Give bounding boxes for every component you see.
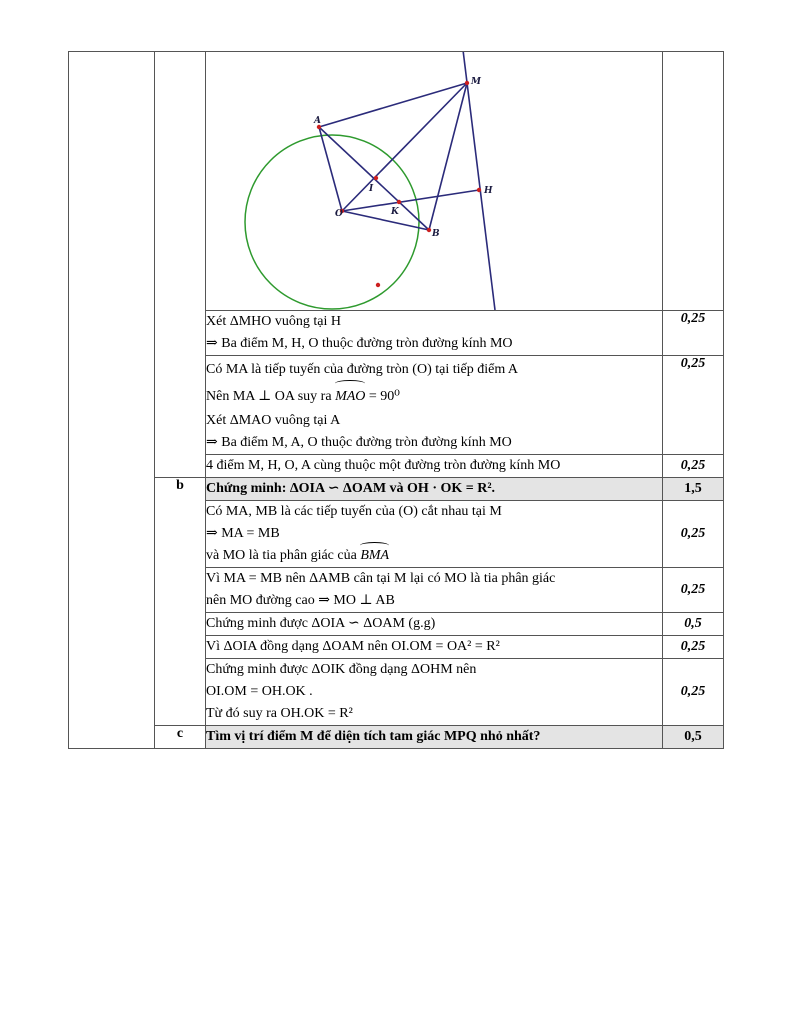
part-a-block-1	[206, 311, 663, 356]
part-a-b2-line-3: Xét ΔMAO vuông tại A	[206, 413, 341, 428]
segment-oa	[319, 127, 342, 211]
part-b-header-row	[69, 478, 724, 501]
part-b-b2-line-2: nên MO đường cao ⇒ MO ⊥ AB	[206, 593, 395, 608]
part-c-label: c	[155, 726, 206, 749]
solution-table	[68, 51, 724, 749]
point-m	[465, 81, 469, 85]
part-b-b1-line-2: ⇒ MA = MB	[206, 526, 280, 541]
label-b: B	[432, 229, 440, 239]
geometry-figure	[206, 52, 663, 310]
label-h: H	[484, 186, 493, 196]
part-a-b1-line-2: ⇒ Ba điểm M, H, O thuộc đường tròn đường kính MO	[206, 336, 513, 351]
part-a-block-3	[206, 455, 663, 478]
part-b-label: b	[155, 478, 206, 726]
part-b-b1-line-3-pre: và MO là tia phân giác của	[206, 548, 361, 563]
point-h	[477, 188, 481, 192]
part-b-block-1	[206, 501, 663, 568]
part-b-b4-points: 0,25	[663, 636, 724, 659]
part-c-points: 0,5	[663, 726, 724, 749]
figure-row	[69, 52, 724, 311]
part-a-b2-points: 0,25	[663, 356, 724, 455]
part-a-b3-points: 0,25	[663, 455, 724, 478]
part-b-b1-line-3	[206, 545, 662, 567]
tangent-line-mh	[463, 52, 495, 310]
part-b-b5-line-1: Chứng minh được ΔOIK đồng dạng ΔOHM nên	[206, 662, 477, 677]
label-o: O	[335, 209, 343, 219]
part-b-heading: Chứng minh: ΔOIA ∽ ΔOAM và OH · OK = R².	[206, 478, 663, 501]
segment-ob	[342, 211, 429, 230]
part-b-b2-line-1: Vì MA = MB nên ΔAMB cân tại M lại có MO là tia phân giác	[206, 571, 556, 586]
angle-bma: BMA	[360, 545, 389, 567]
geometry-figure-cell	[206, 52, 663, 311]
label-a: A	[314, 116, 321, 126]
figure-points-cell	[663, 52, 724, 311]
label-i: I	[369, 184, 374, 194]
part-a-b1-points: 0,25	[663, 311, 724, 356]
segment-mb	[429, 83, 467, 230]
part-b-b5-points: 0,25	[663, 659, 724, 726]
angle-mao: MAO	[335, 383, 365, 410]
part-b-b3-line-1: Chứng minh được ΔOIA ∽ ΔOAM (g.g)	[206, 616, 436, 631]
part-a-b2-line-2-pre: Nên MA ⊥ OA suy ra	[206, 389, 336, 404]
part-a-b2-line-4: ⇒ Ba điểm M, A, O thuộc đường tròn đường kính MO	[206, 435, 512, 450]
part-b-block-4	[206, 636, 663, 659]
part-a-label-cell	[155, 52, 206, 478]
part-a-b1-line-1: Xét ΔMHO vuông tại H	[206, 314, 341, 329]
label-m: M	[471, 77, 481, 87]
point-k	[397, 200, 401, 204]
part-a-b2-line-1: Có MA là tiếp tuyến của đường tròn (O) tại tiếp điểm A	[206, 362, 519, 377]
part-b-b5-line-3: Từ đó suy ra OH.OK = R²	[206, 706, 353, 721]
part-b-b2-points: 0,25	[663, 568, 724, 613]
segment-oh	[342, 190, 479, 211]
part-a-block-2	[206, 356, 663, 455]
part-a-b3-line-1: 4 điểm M, H, O, A cùng thuộc một đường tròn đường kính MO	[206, 458, 561, 473]
part-b-b1-points: 0,25	[663, 501, 724, 568]
part-b-points: 1,5	[663, 478, 724, 501]
part-a-b2-line-2	[206, 383, 662, 410]
part-b-block-5	[206, 659, 663, 726]
part-b-b3-points: 0,5	[663, 613, 724, 636]
point-b	[427, 228, 431, 232]
part-b-block-2	[206, 568, 663, 613]
part-c-header-row	[69, 726, 724, 749]
part-b-block-3	[206, 613, 663, 636]
question-column-cell	[69, 52, 155, 749]
point-i	[374, 176, 378, 180]
part-b-b1-line-1: Có MA, MB là các tiếp tuyến của (O) cắt nhau tại M	[206, 504, 502, 519]
part-a-b2-line-2-post: = 90⁰	[365, 389, 400, 404]
part-b-b5-line-2: OI.OM = OH.OK .	[206, 684, 313, 699]
label-k: K	[391, 207, 399, 217]
point-circle-dot	[376, 283, 380, 287]
part-b-b4-line-1: Vì ΔOIA đồng dạng ΔOAM nên OI.OM = OA² = R²	[206, 639, 500, 654]
part-c-heading: Tìm vị trí điểm M để diện tích tam giác MPQ nhỏ nhất?	[206, 726, 663, 749]
